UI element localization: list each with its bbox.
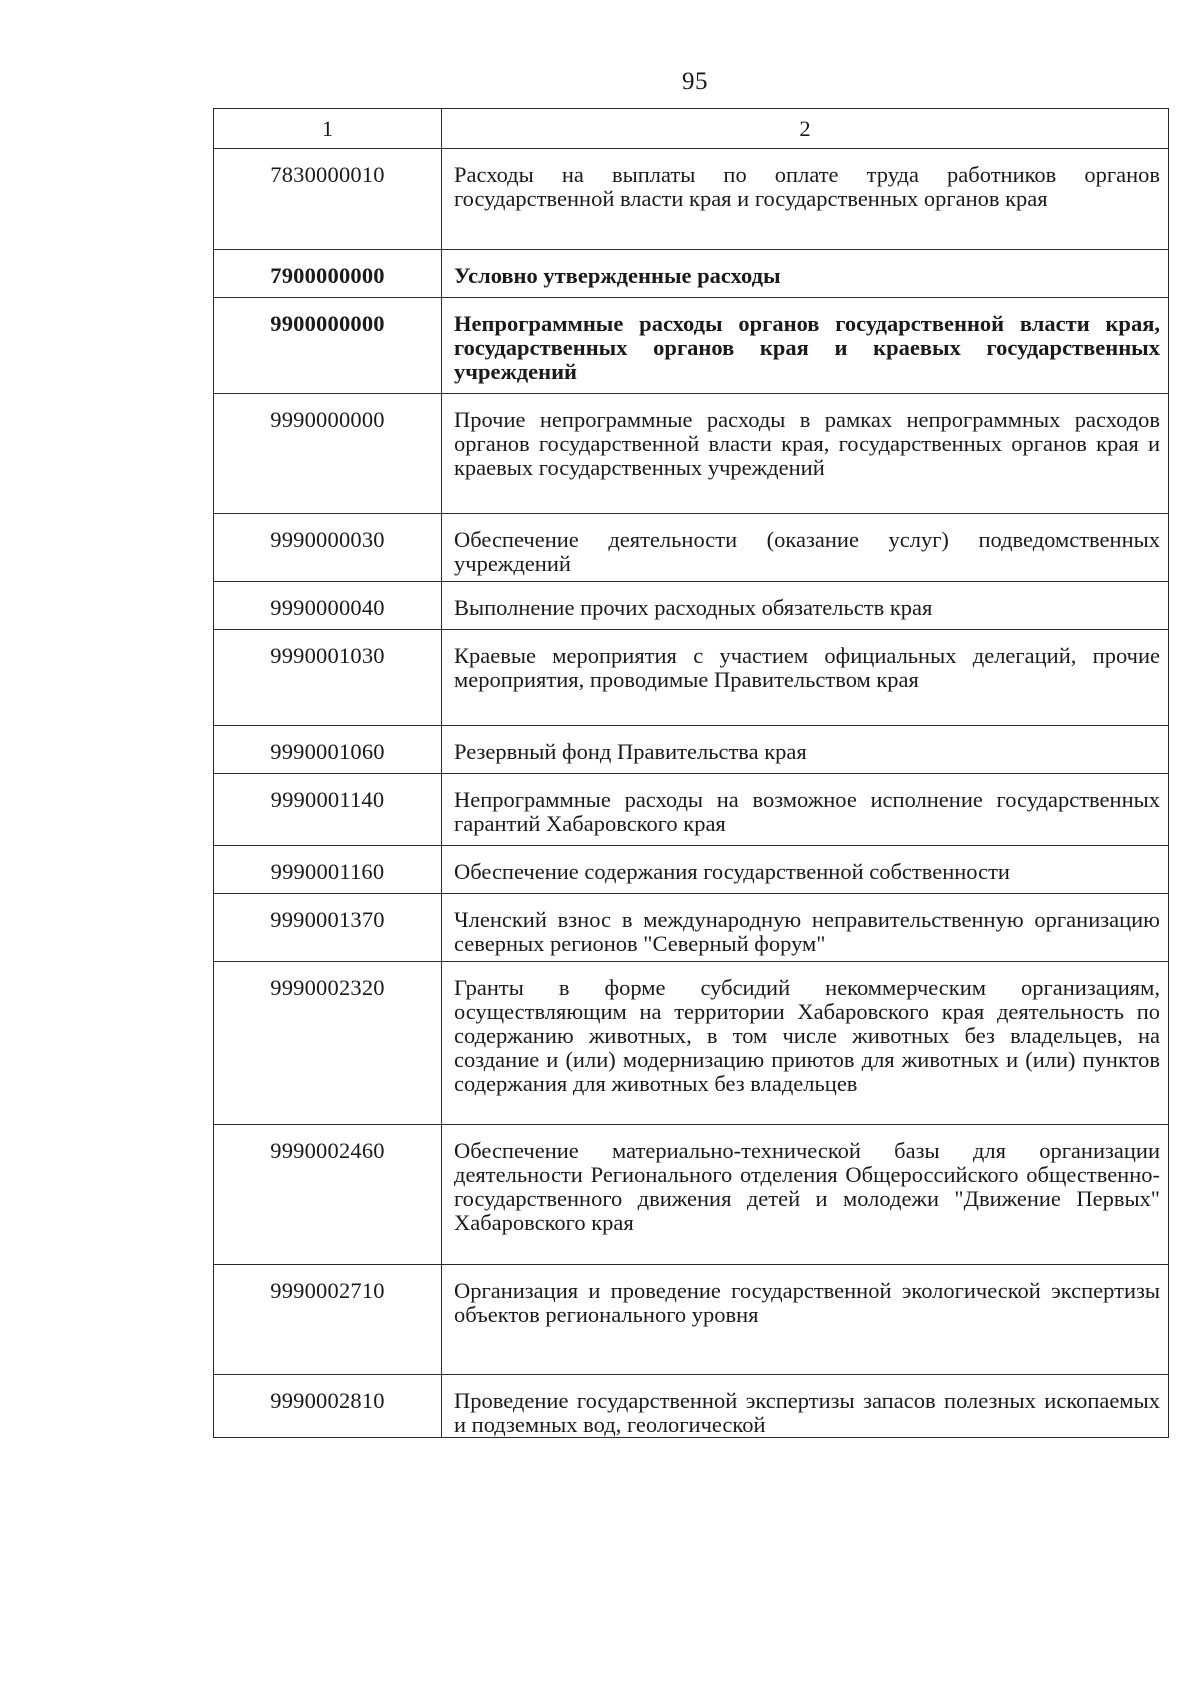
table-row [214,394,1169,514]
table-header-row [214,109,1169,149]
column-header-2: 2 [442,109,1169,149]
row-description: Непрограммные расходы органов государственной власти края, государственных органов края и краевых государственных учреждений [442,298,1169,394]
row-description: Обеспечение содержания государственной собственности [442,846,1169,894]
table-row [214,514,1169,582]
page-number: 95 [682,68,708,95]
table-row [214,846,1169,894]
row-description: Организация и проведение государственной экологической экспертизы объектов регионального уровня [442,1265,1169,1375]
table-row [214,774,1169,846]
table-row [214,894,1169,962]
table-row [214,149,1169,250]
row-code: 9990002710 [214,1265,442,1375]
row-code: 9990001030 [214,630,442,726]
row-code: 9900000000 [214,298,442,394]
row-code: 9990002810 [214,1375,442,1438]
table-row [214,298,1169,394]
row-code: 9990002320 [214,962,442,1125]
row-code: 7900000000 [214,250,442,298]
table-row [214,630,1169,726]
row-description: Проведение государственной экспертизы запасов полезных ископаемых и подземных вод, геологической [442,1375,1169,1438]
row-description: Условно утвержденные расходы [442,250,1169,298]
table-row [214,582,1169,630]
row-description: Членский взнос в международную неправительственную организацию северных регионов "Северный форум" [442,894,1169,962]
row-code: 9990001160 [214,846,442,894]
row-description: Прочие непрограммные расходы в рамках непрограммных расходов органов государственной власти края, государственных органов края и краевых государственных учреждений [442,394,1169,514]
table-row [214,1375,1169,1438]
table-row [214,1265,1169,1375]
row-description: Обеспечение материально-технической базы для организации деятельности Регионального отделения Общероссийского общественно-государственного движения детей и молодежи "Движение Первых" Хабаровского края [442,1125,1169,1265]
row-description: Расходы на выплаты по оплате труда работников органов государственной власти края и государственных органов края [442,149,1169,250]
row-code: 9990001370 [214,894,442,962]
table-body [214,149,1169,1438]
row-code: 9990002460 [214,1125,442,1265]
row-description: Гранты в форме субсидий некоммерческим организациям, осуществляющим на территории Хабаровского края деятельность по содержанию животных, в том числе животных без владельцев, на создание и (или) модернизацию приютов для животных и (или) пунктов содержания для животных без владельцев [442,962,1169,1125]
row-description: Непрограммные расходы на возможное исполнение государственных гарантий Хабаровского края [442,774,1169,846]
row-code: 9990001060 [214,726,442,774]
row-description: Выполнение прочих расходных обязательств края [442,582,1169,630]
table-row [214,726,1169,774]
row-code: 9990001140 [214,774,442,846]
row-description: Краевые мероприятия с участием официальных делегаций, прочие мероприятия, проводимые Правительством края [442,630,1169,726]
row-code: 9990000040 [214,582,442,630]
row-description: Резервный фонд Правительства края [442,726,1169,774]
column-header-1: 1 [214,109,442,149]
table-row [214,1125,1169,1265]
budget-classification-table [213,108,1169,1438]
table-row [214,250,1169,298]
row-description: Обеспечение деятельности (оказание услуг) подведомственных учреждений [442,514,1169,582]
row-code: 9990000030 [214,514,442,582]
row-code: 7830000010 [214,149,442,250]
table-row [214,962,1169,1125]
row-code: 9990000000 [214,394,442,514]
